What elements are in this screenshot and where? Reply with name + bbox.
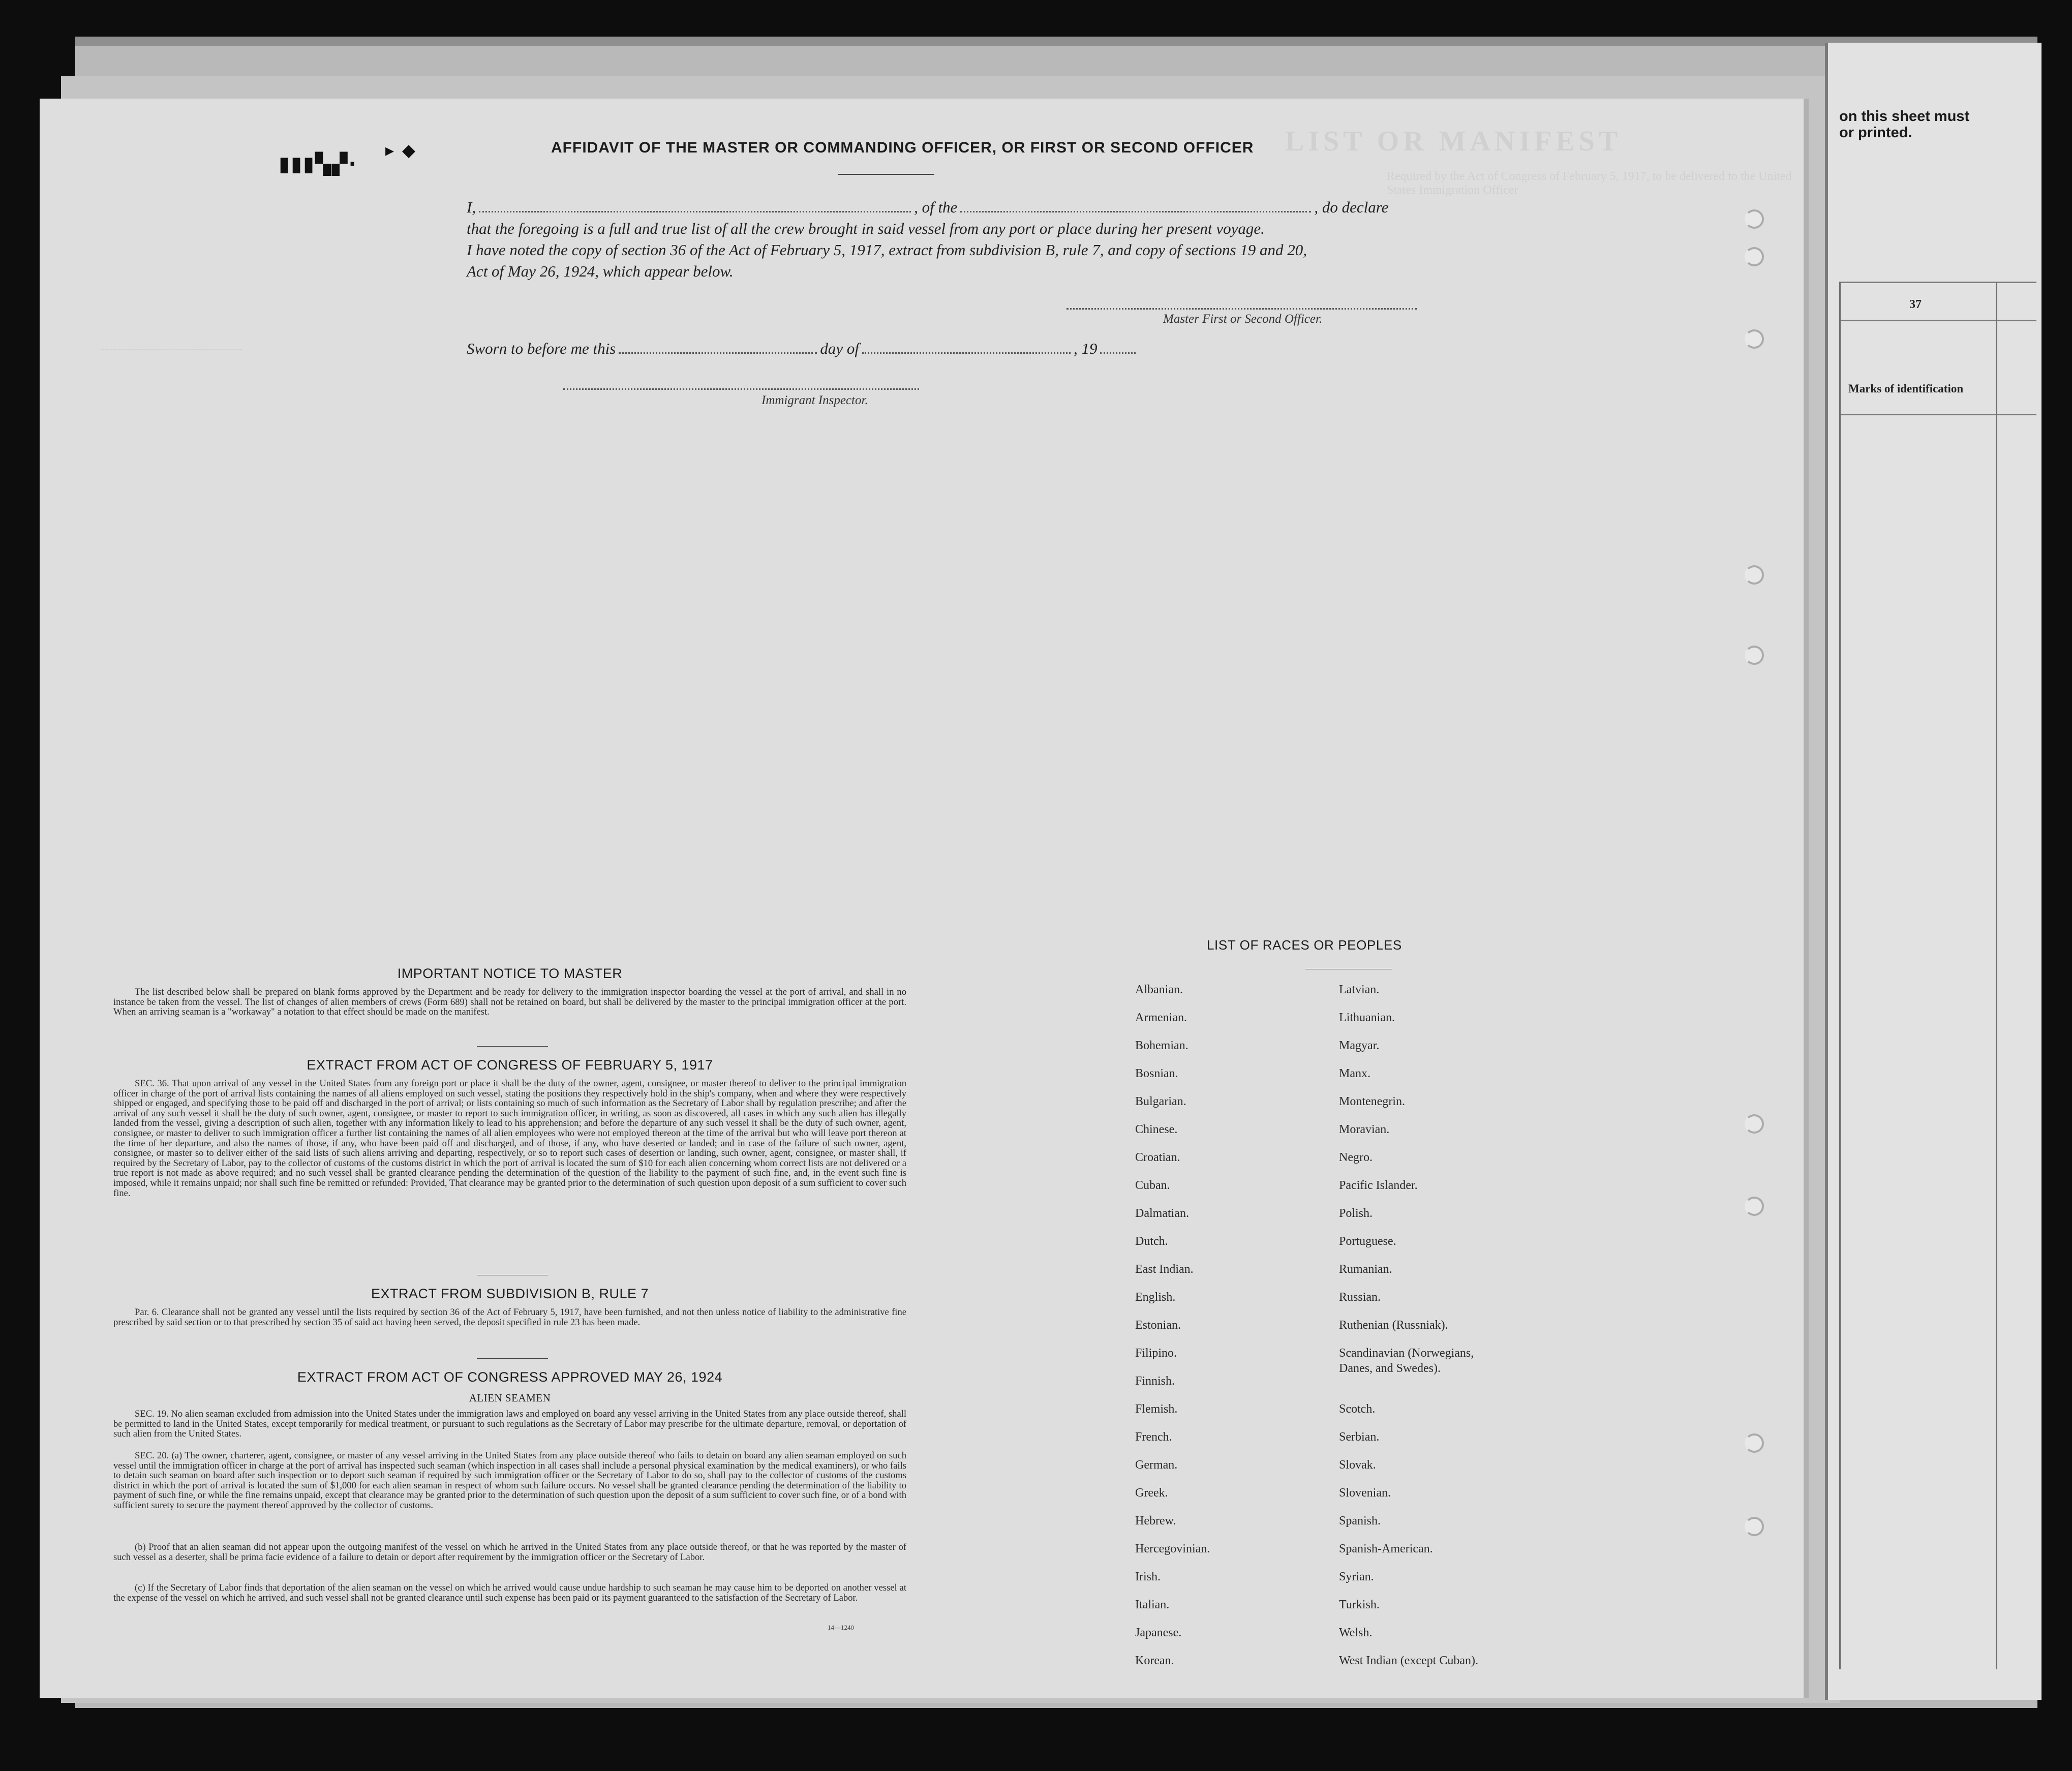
race-item: Portuguese. xyxy=(1339,1235,1396,1248)
declaration-prefix: I, xyxy=(467,198,476,216)
race-item: Spanish. xyxy=(1339,1514,1381,1528)
master-label: Master First or Second Officer. xyxy=(1163,312,1323,326)
handwritten-mark: ▮▮▮▚▞· xyxy=(279,152,357,176)
instruction-line-1: on this sheet must xyxy=(1839,108,1970,125)
binder-hole xyxy=(1745,329,1764,349)
binder-hole xyxy=(1745,247,1764,266)
race-item: Slovenian. xyxy=(1339,1486,1391,1500)
subdivision-title: EXTRACT FROM SUBDIVISION B, RULE 7 xyxy=(371,1286,649,1301)
declaration-suffix: , do declare xyxy=(1314,198,1389,216)
races-title: LIST OF RACES OR PEOPLES xyxy=(1207,937,1402,953)
race-item: Polish. xyxy=(1339,1207,1373,1220)
race-item: Italian. xyxy=(1135,1598,1170,1611)
table-top-rule xyxy=(1840,282,2036,283)
binder-hole xyxy=(1745,209,1764,229)
section-20c-text: (c) If the Secretary of Labor finds that deportation of the alien seaman on the vessel on which he arrived would cause undue hardship to such seaman he may cause him to be deported on another vessel at the expense of the vessel on which he arrived, and such vessel shall not be granted clearance until such expense has been paid or its payment guaranteed to the satisfaction of the Secretary of Labor. xyxy=(113,1582,906,1603)
declaration-line-4: Act of May 26, 1924, which appear below. xyxy=(467,262,734,280)
inspector-label: Immigrant Inspector. xyxy=(761,393,868,407)
race-item: Filipino. xyxy=(1135,1347,1177,1360)
title-divider xyxy=(838,174,934,175)
header-bottom-rule xyxy=(1840,414,2036,415)
race-item: Bosnian. xyxy=(1135,1067,1178,1080)
race-item: Negro. xyxy=(1339,1151,1373,1164)
race-item: Moravian. xyxy=(1339,1123,1390,1136)
section-divider xyxy=(477,1358,548,1359)
race-item: Estonian. xyxy=(1135,1319,1181,1332)
race-item: West Indian (except Cuban). xyxy=(1339,1654,1478,1667)
header-number-rule xyxy=(1840,320,2036,321)
race-item: Greek. xyxy=(1135,1486,1168,1500)
race-item: Magyar. xyxy=(1339,1039,1380,1052)
declaration-middle: , of the xyxy=(914,198,958,216)
affidavit-page xyxy=(40,99,1809,1698)
section-20a-text: SEC. 20. (a) The owner, charterer, agent, consignee, or master of any vessel arriving in the United States from any place outside thereof who fails to detain on board any alien seaman employed on such vessel until the immigration officer in charge at the port of arrival has inspected such seaman (which inspection in all cases shall include a personal physical examination by the medical examiners), or who fails to detain such seaman on board after such inspection or to deport such seaman if required by such immigration officer or the Secretary of Labor to do so, shall pay to the collector of customs of the customs district in which the port of arrival is located the sum of $1,000 for each alien seaman in respect of whom such failure occurs. No vessel shall be granted clearance pending the determination of the liability to payment of such fine, or while the fine remains unpaid, except that clearance may be granted prior to the determination of such question upon the deposit of a sum sufficient to cover such fine, or of a bond with sufficient surety to secure the payment thereof approved by the collector of customs. xyxy=(113,1450,906,1511)
race-item: Croatian. xyxy=(1135,1151,1180,1164)
bleed-through-text: ----------------------------------- xyxy=(101,343,243,356)
race-item: Turkish. xyxy=(1339,1598,1380,1611)
bleed-through-text: LIST OR MANIFEST xyxy=(1285,126,1622,157)
race-item: Danes, and Swedes). xyxy=(1339,1362,1441,1375)
instruction-line-2: or printed. xyxy=(1839,124,1912,141)
notice-title: IMPORTANT NOTICE TO MASTER xyxy=(397,966,623,981)
race-item: Syrian. xyxy=(1339,1570,1374,1583)
section-20b-text: (b) Proof that an alien seaman did not appear upon the outgoing manifest of the vessel on which he arrived in the United States from any place outside thereof, or that he was reported by the master of such vessel as a deserter, shall be prima facie evidence of a failure to detain or deport after requirement by the immigration officer or the Secretary of Labor. xyxy=(113,1542,906,1563)
form-number: 14—1240 xyxy=(828,1624,854,1631)
race-item: Scotch. xyxy=(1339,1402,1376,1416)
extract-1917-title: EXTRACT FROM ACT OF CONGRESS OF FEBRUARY 5, 1917 xyxy=(307,1057,713,1073)
race-item: Slovak. xyxy=(1339,1458,1376,1472)
race-item: Chinese. xyxy=(1135,1123,1178,1136)
handwritten-mark: ▸ ◆ xyxy=(385,140,417,161)
sworn-middle: day of xyxy=(820,340,859,357)
race-item: Latvian. xyxy=(1339,983,1380,996)
extract-1924-title: EXTRACT FROM ACT OF CONGRESS APPROVED MAY 26, 1924 xyxy=(297,1369,723,1385)
declaration-line-2: that the foregoing is a full and true list of all the crew brought in said vessel from any port or place during her present voyage. xyxy=(467,220,1265,237)
table-column-rule xyxy=(1996,282,1997,1669)
binder-hole xyxy=(1745,565,1764,585)
table-left-rule xyxy=(1839,282,1841,1669)
right-manifest-sheet xyxy=(1825,43,2041,1700)
affidavit-title: AFFIDAVIT OF THE MASTER OR COMMANDING OFFICER, OR FIRST OR SECOND OFFICER xyxy=(551,139,1254,156)
master-signature-blank[interactable] xyxy=(1067,308,1417,310)
sworn-day-blank[interactable] xyxy=(619,352,817,354)
race-item: Hercegovinian. xyxy=(1135,1542,1210,1555)
name-blank[interactable] xyxy=(479,211,911,212)
race-item: Scandinavian (Norwegians, xyxy=(1339,1347,1474,1360)
race-item: Russian. xyxy=(1339,1291,1381,1304)
declaration-line-3: I have noted the copy of section 36 of the Act of February 5, 1917, extract from subdivision B, rule 7, and copy of sections 19 and 20, xyxy=(467,241,1307,259)
race-item: Bohemian. xyxy=(1135,1039,1189,1052)
race-item: Welsh. xyxy=(1339,1626,1373,1639)
subdivision-body: Par. 6. Clearance shall not be granted any vessel until the lists required by section 36 of the Act of February 5, 1917, have been furnished, and not then unless notice of liability to the administrative fine prescribed by said section or to that prescribed by section 35 of said act having been served, the deposit specified in rule 23 has been made. xyxy=(113,1307,906,1328)
race-item: Albanian. xyxy=(1135,983,1183,996)
race-item: Pacific Islander. xyxy=(1339,1179,1418,1192)
column-number: 37 xyxy=(1909,298,1922,311)
binder-hole xyxy=(1745,1517,1764,1536)
inspector-signature-blank[interactable] xyxy=(563,388,919,390)
section-divider xyxy=(477,1046,548,1047)
sworn-prefix: Sworn to before me this xyxy=(467,340,616,357)
binder-hole xyxy=(1745,1114,1764,1134)
race-item: Korean. xyxy=(1135,1654,1174,1667)
binder-hole xyxy=(1745,1197,1764,1216)
right-sheet-instruction xyxy=(1839,109,1969,141)
sworn-year-blank[interactable] xyxy=(1100,352,1136,354)
race-item: Manx. xyxy=(1339,1067,1370,1080)
race-item: Dutch. xyxy=(1135,1235,1168,1248)
sworn-month-blank[interactable] xyxy=(862,352,1071,354)
race-item: Irish. xyxy=(1135,1570,1161,1583)
alien-seamen-subtitle: ALIEN SEAMEN xyxy=(469,1392,551,1404)
race-item: Spanish-American. xyxy=(1339,1542,1433,1555)
vessel-blank[interactable] xyxy=(960,211,1311,212)
section-19-text: SEC. 19. No alien seaman excluded from admission into the United States under the immigration laws and employed on board any vessel arriving in the United States from any place outside thereof, shall be permitted to land in the United States, except temporarily for medical treatment, or pursuant to such regulations as the Secretary of Labor may prescribe for the ultimate departure, removal, or deportation of such alien from the United States. xyxy=(113,1409,906,1440)
race-item: English. xyxy=(1135,1291,1176,1304)
race-item: East Indian. xyxy=(1135,1263,1194,1276)
race-item: Flemish. xyxy=(1135,1402,1178,1416)
race-item: Hebrew. xyxy=(1135,1514,1176,1528)
race-item: Japanese. xyxy=(1135,1626,1182,1639)
race-item: Ruthenian (Russniak). xyxy=(1339,1319,1448,1332)
race-item: German. xyxy=(1135,1458,1178,1472)
sworn-year: , 19 xyxy=(1073,340,1098,357)
race-item: Armenian. xyxy=(1135,1011,1187,1024)
notice-body: The list described below shall be prepared on blank forms approved by the Department and be ready for delivery to the immigration inspector boarding the vessel at the port of arrival, and shall in no instance be taken from the vessel. The list of changes of alien members of crews (Form 689) shall not be retained on board, but shall be delivered by the master to the principal immigration officer at the port. When an arriving seaman is a "workaway" a notation to that effect should be made on the manifest. xyxy=(113,987,906,1018)
race-item: Serbian. xyxy=(1339,1430,1380,1444)
column-header-marks: Marks of identification xyxy=(1848,382,1964,395)
sworn-line xyxy=(467,340,1139,358)
race-item: Cuban. xyxy=(1135,1179,1170,1192)
race-item: French. xyxy=(1135,1430,1172,1444)
race-item: Finnish. xyxy=(1135,1375,1175,1388)
declaration-line xyxy=(467,198,1388,217)
extract-1917-body: SEC. 36. That upon arrival of any vessel in the United States from any foreign port or place it shall be the duty of the owner, agent, consignee, or master thereof to deliver to the principal immigration officer in charge of the port of arrival lists containing the names of all aliens employed on such vessel, stating the positions they respectively hold in the ship's company, when and where they were respectively shipped or engaged, and specifying those to be paid off and discharged in the port of arrival; or lists containing so much of such information as the Secretary of Labor shall by regulation prescribe; and after the arrival of any such vessel it shall be the duty of such owner, agent, consignee, or master to report to such immigration officer, in writing, as soon as discovered, all cases in which any such alien has illegally landed from the vessel, giving a description of such alien, together with any information likely to lead to his apprehension; and before the departure of any such vessel it shall be the duty of such owner, agent, consignee, or master to deliver to such immigration officer a further list containing the names of all alien employees who were not employed thereon at the time of the arrival but who will leave port thereon at the time of her departure, and also the names of those, if any, who have been paid off and discharged, and of those, if any, who have deserted or landed; and in case of the failure of such owner, agent, consignee, or master so to deliver either of the said lists of such aliens arriving and departing, respectively, or so to report such cases of desertion or landing, such owner, agent, consignee, or master shall, if required by the Secretary of Labor, pay to the collector of customs of the customs district in which the port of arrival is located the sum of $10 for each alien concerning whom correct lists are not delivered or a true report is not made as above required; and no such vessel shall be granted clearance pending the determination of the question of the liability to the payment of such fine, and, in the event such fine is imposed, while it remains unpaid; nor shall such fine be remitted or refunded: Provided, That clearance may be granted prior to the determination of such question upon deposit of a sum sufficient to cover such fine. xyxy=(113,1078,906,1199)
race-item: Rumanian. xyxy=(1339,1263,1392,1276)
binder-hole xyxy=(1745,1433,1764,1453)
race-item: Montenegrin. xyxy=(1339,1095,1405,1108)
binder-hole xyxy=(1745,646,1764,665)
race-item: Dalmatian. xyxy=(1135,1207,1189,1220)
race-item: Lithuanian. xyxy=(1339,1011,1395,1024)
race-item: Bulgarian. xyxy=(1135,1095,1186,1108)
bleed-through-text: Required by the Act of Congress of February 5, 1917, to be delivered to the United States Immigration Officer xyxy=(1387,170,1792,197)
